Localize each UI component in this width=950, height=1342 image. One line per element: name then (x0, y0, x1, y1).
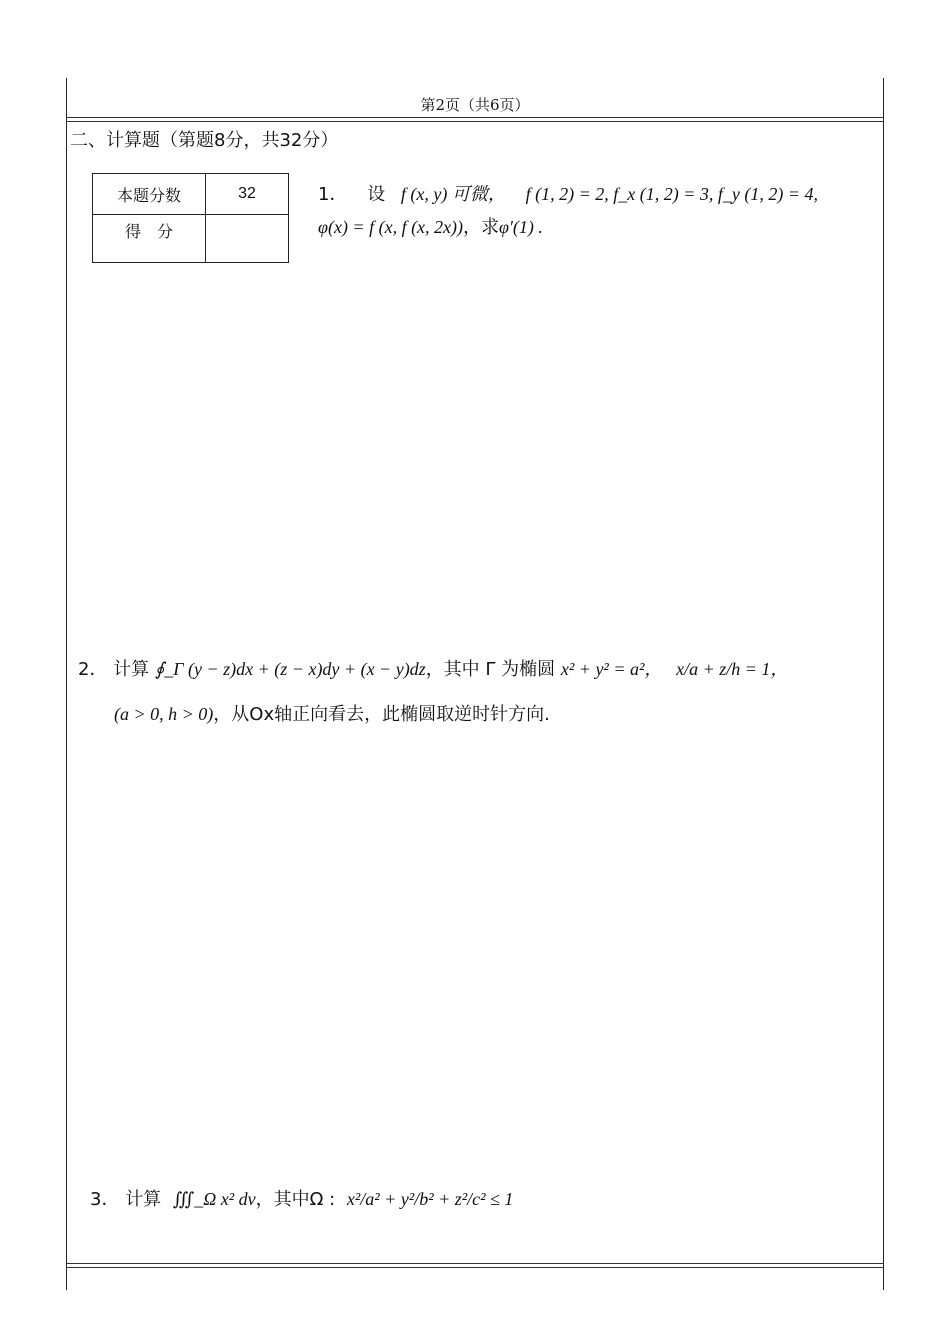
problem-2-line-2 (114, 700, 550, 726)
problem-2-line-1 (78, 655, 788, 681)
problem-1-lead: 设 (367, 184, 386, 205)
problem-1-target: φ′(1) . (499, 217, 543, 237)
problem-1-conditions: f (1, 2) = 2, f_x (1, 2) = 3, f_y (1, 2) = 4, (525, 184, 819, 204)
problem-3-region: x²/a² + y²/b² + z²/c² ≤ 1 (346, 1189, 514, 1209)
section-title: 二、计算题（第题8分，共32分） (70, 130, 339, 151)
problem-3-line (90, 1185, 513, 1211)
problem-2-plane: x/a + z/h = 1， (676, 659, 789, 679)
earned-value[interactable] (206, 215, 289, 263)
problem-1-line-2 (318, 213, 543, 239)
problem-2-integral: ∮_Γ (y − z)dx + (z − x)dy + (x − y)dz (154, 659, 426, 679)
earned-label: 得 分 (93, 215, 206, 263)
problem-1-given: f (x, y) 可微， (400, 184, 506, 204)
footer-rule (67, 1263, 883, 1268)
problem-3-number: 3． (90, 1189, 120, 1210)
problem-2-constraint: (a > 0, h > 0) (114, 704, 214, 724)
problem-1-definition: φ(x) = f (x, f (x, 2x)) (318, 217, 464, 237)
page-header: 第2页（共6页） (420, 96, 530, 114)
score-label: 本题分数 (93, 174, 206, 215)
score-table (92, 173, 289, 263)
problem-2-direction: ，从Ox轴正向看去，此椭圆取逆时针方向. (213, 704, 550, 725)
left-border (66, 78, 67, 1290)
problem-3-where: ，其中Ω : (255, 1189, 336, 1210)
problem-2-ellipse: x² + y² = a²， (560, 659, 663, 679)
problem-3-lead: 计算 (125, 1189, 162, 1210)
problem-3-integral: ∭_Ω x² dv (172, 1189, 256, 1209)
problem-1-number: 1． (318, 184, 348, 205)
right-border (883, 78, 884, 1290)
problem-2-lead: 计算 (113, 659, 150, 680)
problem-2-number: 2． (78, 659, 108, 680)
problem-1-line-1 (318, 180, 818, 206)
problem-1-ask: ，求 (463, 217, 500, 238)
problem-2-where: ，其中 Γ 为椭圆 (425, 659, 556, 680)
score-value: 32 (206, 174, 289, 215)
header-rule (67, 117, 883, 122)
